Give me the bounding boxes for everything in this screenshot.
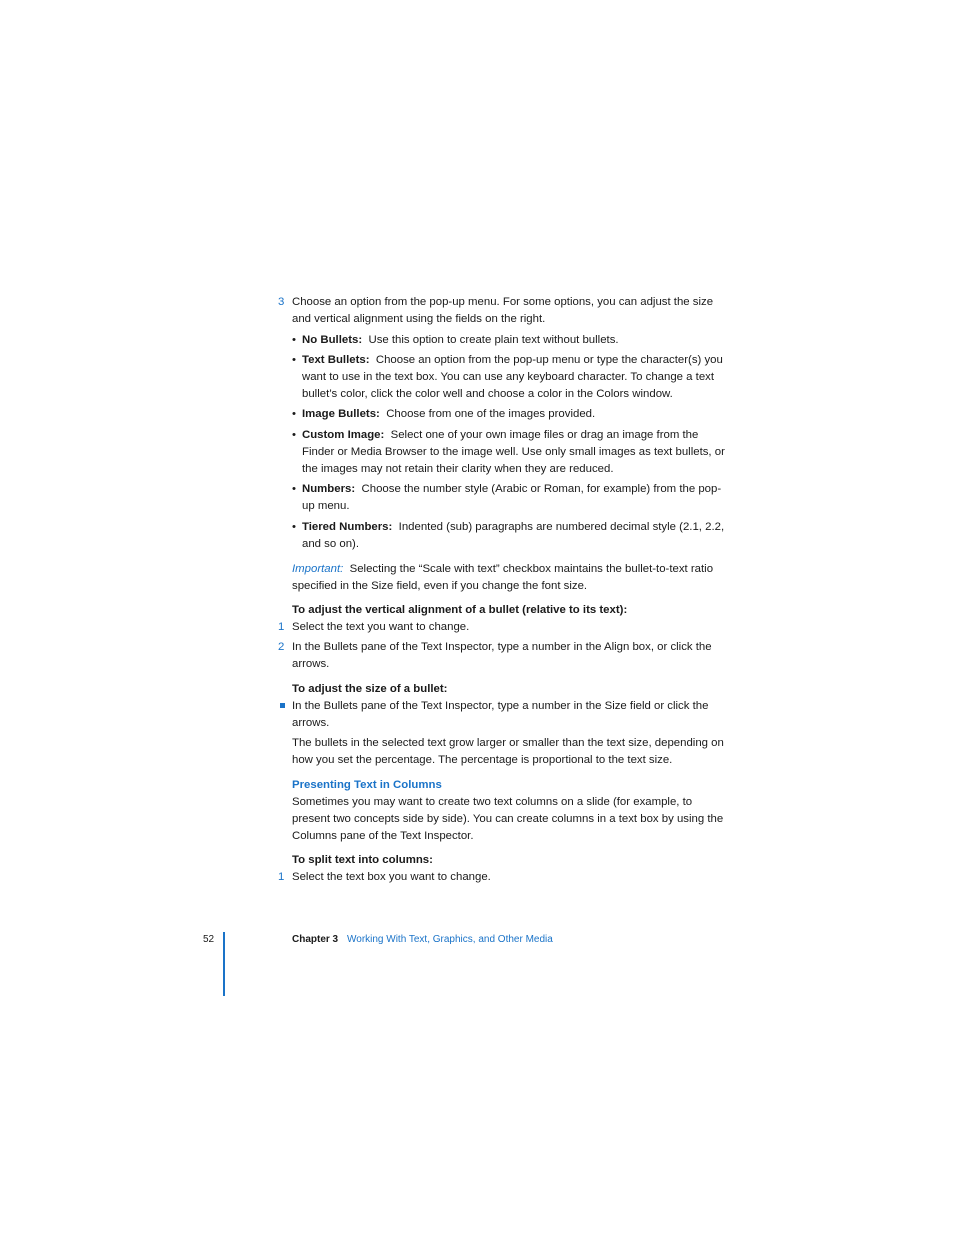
important-label: Important: <box>292 563 344 575</box>
task-heading-size: To adjust the size of a bullet: <box>292 683 448 695</box>
bullet-glyph: • <box>292 521 296 533</box>
bullet-item-text-bullets <box>302 352 730 403</box>
chapter-title: Working With Text, Graphics, and Other Media <box>347 934 553 945</box>
chapter-label: Chapter 3 <box>292 934 339 945</box>
bullet-term: Image Bullets: <box>302 408 380 420</box>
bullet-term: No Bullets: <box>302 334 363 346</box>
bullet-glyph: • <box>292 429 296 441</box>
bullet-glyph: • <box>292 354 296 366</box>
step-number: 1 <box>278 871 285 883</box>
task-heading-columns: To split text into columns: <box>292 854 433 866</box>
important-text: Selecting the “Scale with text” checkbox maintains the bullet-to-text ratio specified in the Size field, even if you change the font size. <box>292 563 714 592</box>
bullet-term: Numbers: <box>302 483 356 495</box>
bullet-desc: Use this option to create plain text without bullets. <box>368 334 619 346</box>
bullet-item-no-bullets <box>302 332 730 349</box>
size-note: The bullets in the selected text grow larger or smaller than the text size, depending on how you set the percentage. The percentage is proportional to the text size. <box>292 737 724 766</box>
footer-rule <box>223 932 225 996</box>
important-note <box>292 561 732 595</box>
bullet-glyph: • <box>292 408 296 420</box>
step-number: 3 <box>278 296 285 308</box>
bullet-term: Tiered Numbers: <box>302 521 393 533</box>
square-bullet-icon <box>280 703 285 708</box>
step-text: Select the text you want to change. <box>292 621 470 633</box>
page-number: 52 <box>203 934 215 945</box>
bullet-desc: Choose the number style (Arabic or Roman, for example) from the pop-up menu. <box>302 483 722 512</box>
step-number: 1 <box>278 621 285 633</box>
bullet-item-custom-image <box>302 427 730 478</box>
section-body: Sometimes you may want to create two text columns on a slide (for example, to present two concepts side by side). You can create columns in a text box by using the Columns pane of the Text Inspector. <box>292 796 724 842</box>
step-text: Select the text box you want to change. <box>292 871 491 883</box>
task-heading-align: To adjust the vertical alignment of a bullet (relative to its text): <box>292 604 628 616</box>
bullet-desc: Select one of your own image files or drag an image from the Finder or Media Browser to the image well. Use only small images as text bullets, or the images may not retain their clarity when they are reduced. <box>302 429 725 475</box>
bullet-glyph: • <box>292 334 296 346</box>
bullet-desc: Choose from one of the images provided. <box>386 408 596 420</box>
bullet-item-tiered-numbers <box>302 519 730 553</box>
step-text: In the Bullets pane of the Text Inspector, type a number in the Size field or click the arrows. <box>292 700 709 729</box>
bullet-glyph: • <box>292 483 296 495</box>
bullet-term: Text Bullets: <box>302 354 370 366</box>
bullet-term: Custom Image: <box>302 429 385 441</box>
bullet-item-image-bullets <box>302 406 730 423</box>
bullet-desc: Indented (sub) paragraphs are numbered decimal style (2.1, 2.2, and so on). <box>302 521 725 550</box>
step-text: In the Bullets pane of the Text Inspector, type a number in the Align box, or click the arrows. <box>292 641 712 670</box>
bullet-desc: Choose an option from the pop-up menu or type the character(s) you want to use in the text box. You can use any keyboard character. To change a text bullet’s color, click the color well and choose a color in the Colors window. <box>302 354 723 400</box>
step-number: 2 <box>278 641 285 653</box>
step-text: Choose an option from the pop-up menu. For some options, you can adjust the size and vertical alignment using the fields on the right. <box>292 296 714 325</box>
bullet-item-numbers <box>302 481 730 515</box>
section-title: Presenting Text in Columns <box>292 779 442 791</box>
